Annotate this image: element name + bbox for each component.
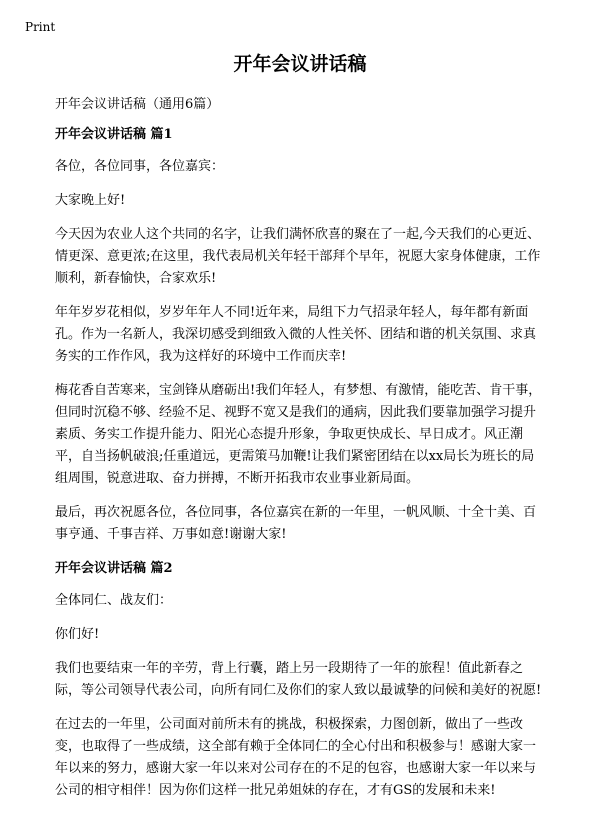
paragraph: 各位，各位同事，各位嘉宾： — [55, 159, 225, 174]
paragraph: 我们也要结束一年的辛劳，背上行囊，踏上另一段期待了一年的旅程！值此新春之际，等公司领导代表公司，向所有同仁及你们的家人致以最诚挚的问候和美好的祝愿! — [55, 661, 542, 698]
paragraph: 在过去的一年里，公司面对前所未有的挑战，积极探索，力图创新，做出了一些改变，也取得了一些成绩，这全部有赖于全体同仁的全心付出和积极参与！感谢大家一年以来的努力，感谢大家一年以来对公司存在的不足的包容，也感谢大家一年以来与公司的相守相伴！因为你们这样一批兄弟姐妹的存在，才有GS的发展和未来! — [55, 717, 537, 798]
section-2 — [55, 558, 545, 802]
paragraph: 大家晚上好! — [55, 193, 126, 208]
paragraph: 今天因为农业人这个共同的名字，让我们满怀欣喜的聚在了一起,今天我们的心更近、情更深、意更浓;在这里，我代表局机关年轻干部拜个早年，祝愿大家身体健康，工作顺利，新春愉快，合家欢乐! — [55, 227, 541, 286]
paragraph: 梅花香自苦寒来，宝剑锋从磨砺出!我们年轻人，有梦想、有激情，能吃苦、肯干事，但同时沉稳不够、经验不足、视野不宽又是我们的通病，因此我们要靠加强学习提升素质、务实工作提升能力、阳光心态提升形象，争取更快成长、早日成才。风正潮平，自当扬帆破浪;任重道远，更需策马加鞭!让我们紧密团结在以xx局长为班长的局组周围，锐意进取、奋力拼搏，不断开拓我市农业事业新局面。 — [55, 383, 542, 486]
paragraph: 全体同仁、战友们： — [55, 593, 173, 608]
print-link[interactable]: Print — [25, 20, 56, 34]
document-body — [55, 94, 545, 814]
paragraph: 年年岁岁花相似，岁岁年年人不同!近年来，局组下力气招录年轻人，每年都有新面孔。作为一名新人，我深切感受到细致入微的人性关怀、团结和谐的机关氛围、求真务实的工作作风，我为这样好的环境中工作而庆幸! — [55, 305, 537, 364]
paragraph: 最后，再次祝愿各位，各位同事，各位嘉宾在新的一年里，一帆风顺、十全十美、百事亨通、千事吉祥、万事如意!谢谢大家! — [55, 505, 537, 542]
document-subtitle: 开年会议讲话稿（通用6篇） — [55, 97, 220, 112]
section-1 — [55, 124, 545, 546]
section-heading: 开年会议讲话稿 篇1 — [55, 127, 173, 142]
paragraph: 你们好! — [55, 627, 100, 642]
section-heading: 开年会议讲话稿 篇2 — [55, 561, 173, 576]
document-title: 开年会议讲话稿 — [233, 53, 367, 75]
